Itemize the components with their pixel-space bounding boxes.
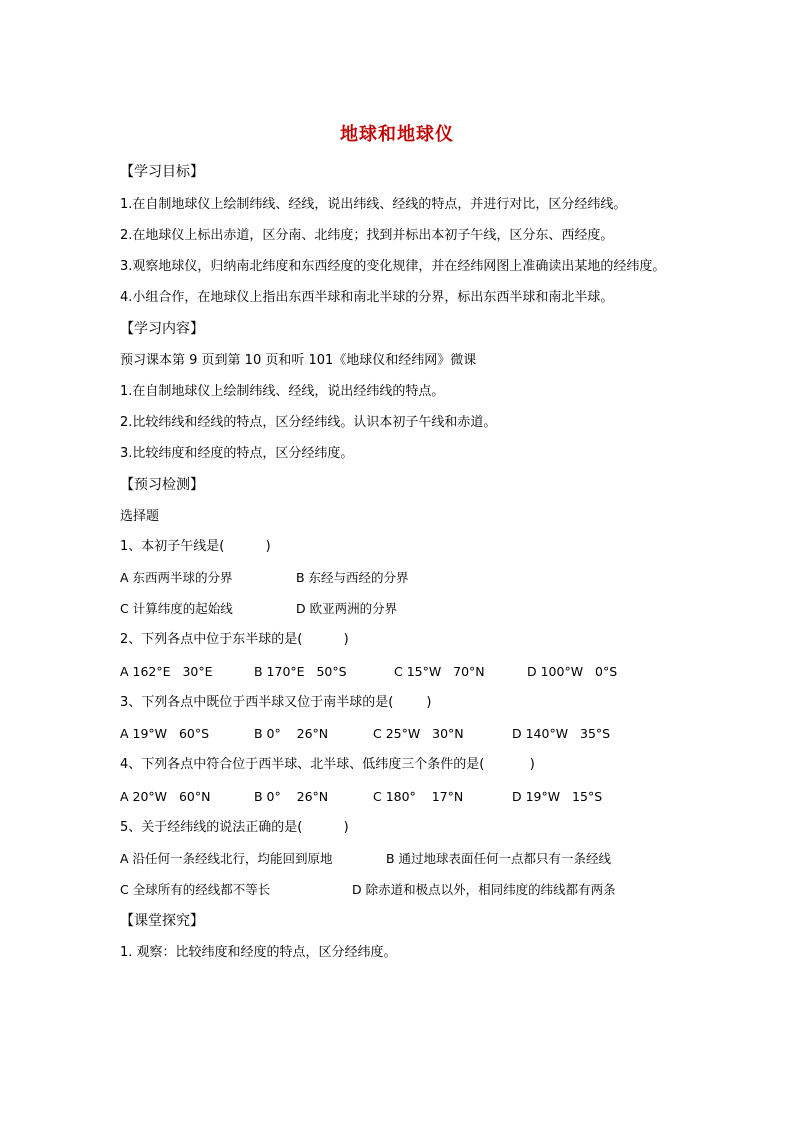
option-b: B 170°E 50°S bbox=[254, 664, 347, 679]
objective-item: 4.小组合作，在地球仪上指出东西半球和南北半球的分界，标出东西半球和南北半球。 bbox=[120, 290, 614, 305]
option-a: A 20°W 60°N bbox=[120, 789, 211, 804]
question-stem: 5、关于经纬线的说法正确的是( ) bbox=[120, 820, 349, 835]
option-a: A 162°E 30°E bbox=[120, 664, 213, 679]
option-c: C 15°W 70°N bbox=[394, 664, 485, 679]
option-d: D 除赤道和极点以外，相同纬度的纬线都有两条 bbox=[352, 882, 616, 897]
content-heading: 【学习内容】 bbox=[120, 321, 204, 337]
option-c: C 计算纬度的起始线 bbox=[120, 601, 233, 616]
option-b: B 东经与西经的分界 bbox=[296, 570, 409, 585]
question-stem: 1、本初子午线是( ) bbox=[120, 539, 271, 554]
question-stem: 3、下列各点中既位于西半球又位于南半球的是( ) bbox=[120, 695, 432, 710]
objective-item: 3.观察地球仪，归纳南北纬度和东西经度的变化规律，并在经纬网图上准确读出某地的经纬度。 bbox=[120, 259, 666, 274]
option-b: B 通过地球表面任何一点都只有一条经线 bbox=[386, 851, 612, 866]
option-a: A 19°W 60°S bbox=[120, 726, 210, 741]
option-a: A 东西两半球的分界 bbox=[120, 570, 233, 585]
content-item: 2.比较纬线和经线的特点，区分经纬线。认识本初子午线和赤道。 bbox=[120, 415, 497, 430]
objective-item: 1.在自制地球仪上绘制纬线、经线，说出纬线、经线的特点，并进行对比，区分经纬线。 bbox=[120, 197, 627, 212]
explore-item: 1. 观察：比较纬度和经度的特点，区分经纬度。 bbox=[120, 945, 397, 960]
option-d: D 140°W 35°S bbox=[512, 726, 611, 741]
option-d: D 欧亚两洲的分界 bbox=[296, 601, 398, 616]
option-b: B 0° 26°N bbox=[254, 726, 329, 741]
content-item: 1.在自制地球仪上绘制纬线、经线，说出经纬线的特点。 bbox=[120, 384, 445, 399]
option-d: D 100°W 0°S bbox=[527, 664, 618, 679]
check-heading: 【预习检测】 bbox=[120, 477, 204, 493]
objective-item: 2.在地球仪上标出赤道，区分南、北纬度；找到并标出本初子午线，区分东、西经度。 bbox=[120, 228, 614, 243]
option-a: A 沿任何一条经线北行，均能回到原地 bbox=[120, 851, 333, 866]
choice-label: 选择题 bbox=[120, 509, 160, 524]
option-b: B 0° 26°N bbox=[254, 789, 329, 804]
option-d: D 19°W 15°S bbox=[512, 789, 603, 804]
question-stem: 4、下列各点中符合位于西半球、北半球、低纬度三个条件的是( ) bbox=[120, 757, 535, 772]
objectives-heading: 【学习目标】 bbox=[120, 164, 204, 180]
question-stem: 2、下列各点中位于东半球的是( ) bbox=[120, 632, 349, 647]
option-c: C 全球所有的经线都不等长 bbox=[120, 882, 271, 897]
option-c: C 180° 17°N bbox=[373, 789, 464, 804]
option-c: C 25°W 30°N bbox=[373, 726, 464, 741]
document-title: 地球和地球仪 bbox=[340, 124, 454, 145]
explore-heading: 【课堂探究】 bbox=[120, 913, 204, 929]
content-intro: 预习课本第 9 页到第 10 页和听 101《地球仪和经纬网》微课 bbox=[120, 353, 477, 368]
content-item: 3.比较纬度和经度的特点，区分经纬度。 bbox=[120, 446, 354, 461]
